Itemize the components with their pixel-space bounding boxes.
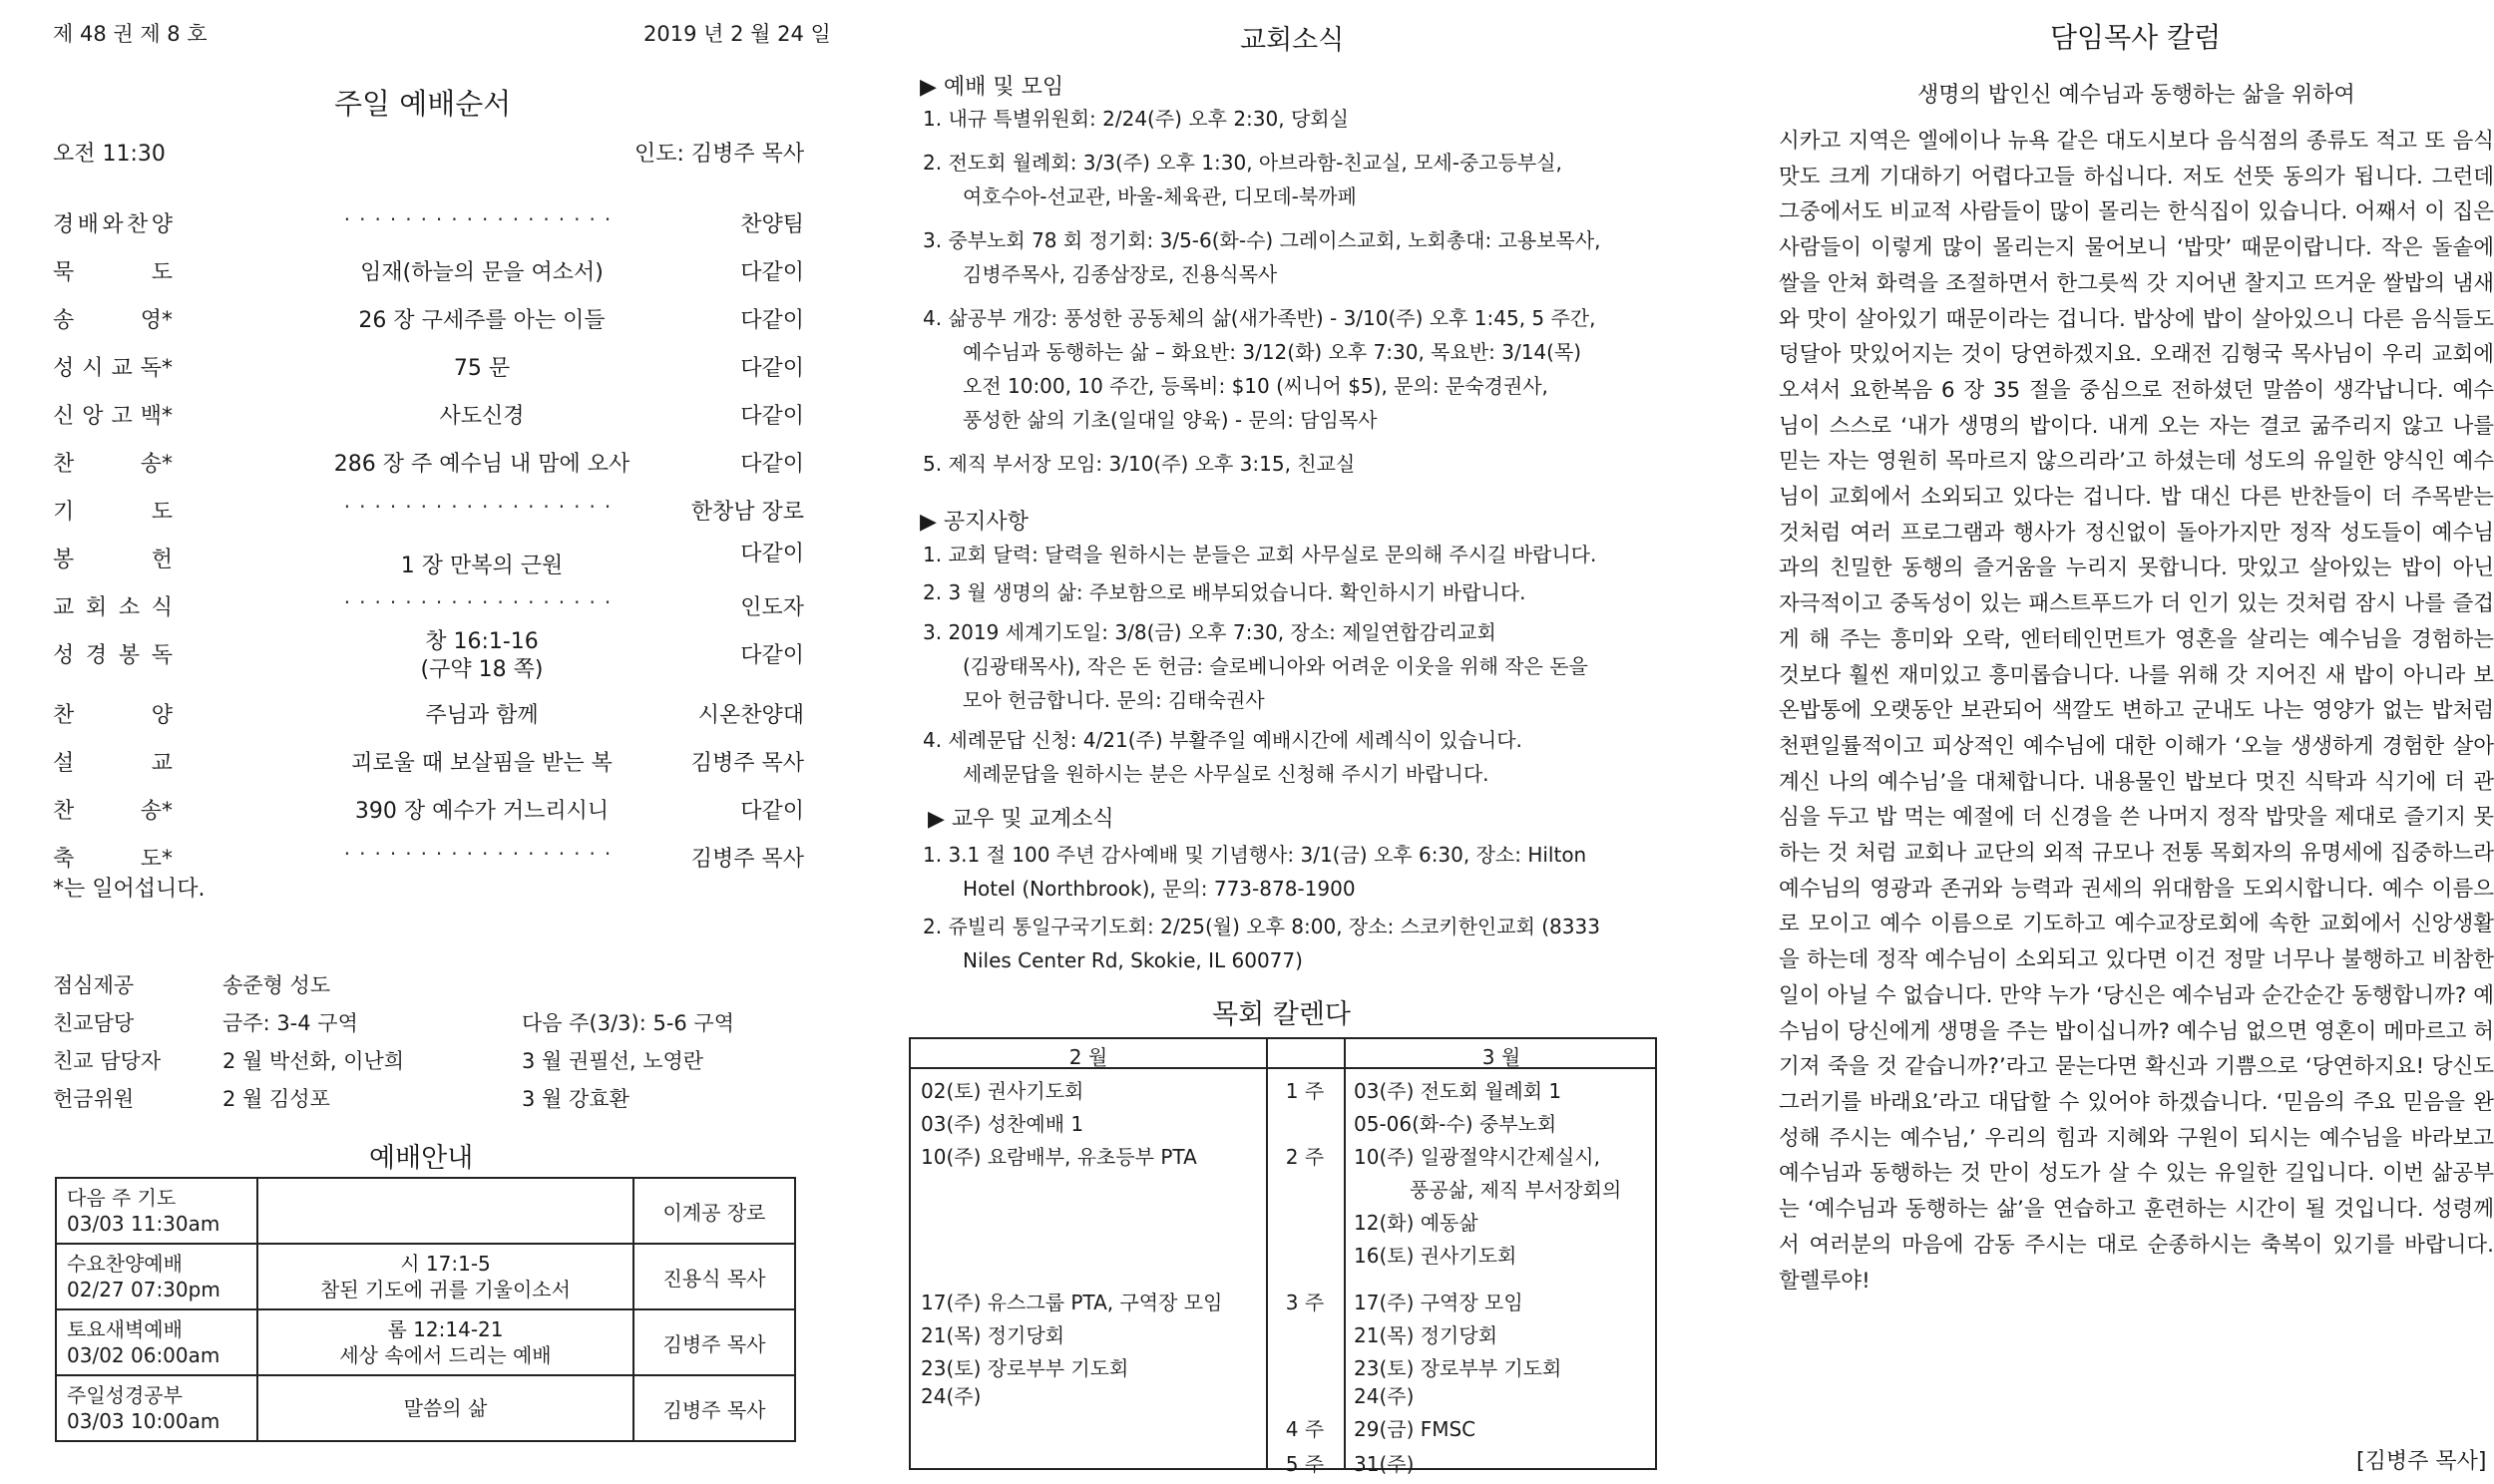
- calendar-feb-entry: 17(주) 유스그룹 PTA, 구역장 모임: [921, 1291, 1223, 1314]
- service-guide-row: [56, 1244, 795, 1309]
- news-line: Niles Center Rd, Skokie, IL 60077): [963, 948, 1303, 972]
- worship-item-label: 경 배 와 찬 양: [53, 212, 173, 237]
- calendar-week: 1 주: [1285, 1079, 1325, 1103]
- calendar-feb-entry: 23(토) 장로부부 기도회: [921, 1356, 1129, 1380]
- worship-order-title: 주일 예배순서: [334, 87, 512, 121]
- worship-time: 오전 11:30: [53, 142, 166, 167]
- worship-item-label: 성 시 교 독*: [53, 356, 173, 381]
- worship-item-label: 기 도: [53, 500, 173, 525]
- calendar-mar-entry: 16(토) 권사기도회: [1354, 1244, 1517, 1268]
- duty-label: 친교 담당자: [53, 1049, 162, 1073]
- worship-item-person: 다같이: [740, 542, 804, 566]
- leader-dots: ··················: [343, 842, 621, 866]
- calendar-feb-entry: 21(목) 정기당회: [921, 1323, 1065, 1347]
- news-line: 1. 교회 달력: 달력을 원하시는 분들은 교회 사무실로 문의해 주시길 바랍니다.: [923, 543, 1597, 566]
- service-guide-row: [56, 1178, 795, 1244]
- worship-item-content: 창 16:1-16 (구약 18 쪽): [420, 629, 544, 682]
- worship-item-label: 찬 송*: [53, 452, 173, 477]
- news-item: [923, 102, 1661, 136]
- calendar-mar-entry: 29(금) FMSC: [1354, 1417, 1476, 1441]
- column-title: 담임목사 칼럼: [2050, 21, 2222, 54]
- worship-item-person: 한창남 장로: [690, 500, 804, 525]
- worship-item-content: 390 장 예수가 거느리시니: [354, 799, 610, 824]
- worship-order-row: [53, 746, 804, 778]
- news-line: Hotel (Northbrook), 문의: 773-878-1900: [963, 877, 1356, 901]
- worship-item-person: 김병주 목사: [690, 847, 804, 872]
- worship-item-person: 김병주 목사: [690, 751, 804, 776]
- duty-value: 2 월 김성포: [222, 1087, 330, 1111]
- duty-value: 3 월 강효환: [522, 1087, 629, 1111]
- leader-dots: ··················: [343, 590, 621, 614]
- worship-item-person: 인도자: [740, 595, 804, 620]
- service-guide-title: 예배안내: [369, 1143, 474, 1174]
- news-line: 세례문답을 원하시는 분은 사무실로 신청해 주시기 바랍니다.: [963, 762, 1489, 786]
- duty-label: 친교담당: [53, 1011, 135, 1035]
- news-item: [923, 723, 1661, 791]
- worship-item-person: 다같이: [740, 799, 804, 824]
- worship-item-label: 송 영*: [53, 308, 173, 333]
- calendar-mar-entry: 17(주) 구역장 모임: [1354, 1291, 1523, 1314]
- service-guide-row: [56, 1375, 795, 1441]
- news-line: 2. 전도회 월례회: 3/3(주) 오후 1:30, 아브라함-친교실, 모세-중고등부실,: [923, 151, 1562, 175]
- service-text: 롬 12:14-21 세상 속에서 드리는 예배: [257, 1309, 633, 1375]
- calendar-title: 목회 칼렌다: [1212, 999, 1351, 1030]
- service-guide-row: [56, 1309, 795, 1375]
- worship-item-person: 다같이: [740, 643, 804, 668]
- worship-order-row: [53, 207, 804, 239]
- calendar-mar-entry: 12(화) 예동삶: [1354, 1211, 1478, 1235]
- news-item: [923, 615, 1661, 717]
- duty-value: 다음 주(3/3): 5-6 구역: [522, 1011, 735, 1035]
- standing-note: *는 일어섭니다.: [53, 877, 206, 902]
- news-line: 풍성한 삶의 기초(일대일 양육) - 문의: 담임목사: [963, 408, 1378, 432]
- news-line: 3. 2019 세계기도일: 3/8(금) 오후 7:30, 장소: 제일연합감리교회: [923, 620, 1496, 644]
- news-line: 1. 내규 특별위원회: 2/24(주) 오후 2:30, 당회실: [923, 107, 1349, 131]
- worship-order-row: [53, 303, 804, 335]
- calendar-mar-entry: 21(목) 정기당회: [1354, 1323, 1498, 1347]
- worship-order-row: [53, 495, 804, 527]
- service-name: 토요새벽예배 03/02 06:00am: [56, 1309, 257, 1375]
- worship-item-content: 주님과 함께: [425, 703, 539, 728]
- calendar-mar-entry: 31(주): [1354, 1452, 1415, 1476]
- news-item: [923, 575, 1661, 609]
- section-heading-notices: ▶ 공지사항: [920, 510, 1029, 535]
- leader-dots: ··················: [343, 495, 621, 519]
- calendar-body: [909, 1069, 1657, 1476]
- leader-dots: ··················: [343, 207, 621, 231]
- worship-item-content: 괴로울 때 보살핌을 받는 복: [351, 751, 613, 776]
- worship-item-label: 묵 도: [53, 260, 173, 285]
- news-item: [923, 447, 1661, 481]
- service-text: 시 17:1-5 참된 기도에 귀를 기울이소서: [257, 1244, 633, 1309]
- duty-label: 헌금위원: [53, 1087, 135, 1111]
- calendar-week: 3 주: [1285, 1291, 1325, 1314]
- worship-order-row: [53, 698, 804, 730]
- duty-value: 금주: 3-4 구역: [222, 1011, 358, 1035]
- worship-item-label: 교 회 소 식: [53, 595, 173, 620]
- duty-value: 2 월 박선화, 이난희: [222, 1049, 405, 1073]
- service-text: 말씀의 삶: [257, 1375, 633, 1441]
- calendar-mar-entry: 23(토) 장로부부 기도회: [1354, 1356, 1562, 1380]
- service-person: 이계공 장로: [633, 1178, 795, 1244]
- duty-label: 점심제공: [53, 973, 135, 997]
- news-item: [923, 146, 1661, 213]
- news-line: 1. 3.1 절 100 주년 감사예배 및 기념행사: 3/1(금) 오후 6:30, 장소: Hilton: [923, 843, 1587, 867]
- worship-order-row: [53, 590, 804, 622]
- worship-item-person: 다같이: [740, 356, 804, 381]
- worship-item-content: 1 장 만복의 근원: [400, 554, 564, 578]
- column-paragraph: 시카고 지역은 엘에이나 뉴욕 같은 대도시보다 음식점의 종류도 적고 또 음식 맛도 크게 기대하기 어렵다고들 하십니다. 저도 선뜻 동의가 됩니다. 그런데 그중에서도 비교적 사람들이 많이 몰리는 한식집이 있습니다. 어째서 이 집은 사람들이 이렇게 많이 몰리는지 물어보니 ‘밥맛’ 때문이랍니다. 작은 돌솥에 쌀을 안쳐 화력을 조절하면서 한그릇씩 갓 지어낸 찰지고 뜨거운 쌀밥의 냄새와 맛이 살아있기 때문이라는 겁니다. 밥상에 밥이 살아있으니 다른 음식들도 덩달아 맛있어지는 것이 당연하겠지요. 오래전 김형국 목사님이 우리 교회에 오셔서 요한복음 6 장 35 절을 중심으로 전하셨던 말씀이 생각납니다. 예수님이 스스로 ‘내가 생명의 밥이다. 내게 오는 자는 결코 굶주리지 않고 나를 믿는 자는 영원히 목마르지 않으리라’고 하셨는데 성도의 유일한 양식인 예수님이 교회에서 소외되고 있다는 겁니다. 밥 대신 다른 반찬들이 더 주목받는 것처럼 여러 프로그램과 행사가 정신없이 돌아가지만 정작 성도들이 예수님과의 친밀한 동행의 즐거움을 누리지 못합니다. 맛있고 살아있는 밥이 아닌 자극적이고 중독성이 있는 패스트푸드가 더 인기 있는 것처럼 잠시 나를 즐겁게 해 주는 흥미와 오락, 엔터테인먼트가 영혼을 살리는 예수님을 경험하는 것보다 훨씬 재미있고 흥미롭습니다. 나를 위해 갓 지어진 새 밥이 아니라 보온밥통에 오랫동안 보관되어 색깔도 변하고 군내도 나는 영양가 없는 밥처럼 천편일률적이고 피상적인 예수님에 대한 이해가 ‘오늘 생생하게 경험한 살아계신 나의 예수님’을 대체합니다. 내용물인 밥보다 멋진 식탁과 식기에 더 관심을 두고 밥 먹는 예절에 더 신경을 쓴 나머지 정작 밥맛을 제대로 즐기지 못하는 것 처럼 교회나 교단의 외적 규모나 전통 목회자의 유명세에 집중하느라 예수님의 영광과 존귀와 능력과 권세의 위대함을 도외시합니다. 예수 이름으로 모이고 예수 이름으로 기도하고 예수교장로회에 속한 교회에서 신앙생활을 하는데 정작 예수님이 소외되고 있다면 이건 정말 너무나 불행하고 비참한 일이 아닐 수 없습니다. 만약 누가 ‘당신은 예수님과 순간순간 동행합니까? 예수님이 당신에게 생명을 주는 밥이십니까? 예수님 없으면 영혼이 메마르고 허기져 죽을 것 같습니까?’라고 묻는다면 확신과 기쁨으로 ‘당연하지요! 당신도 그러기를 바래요’라고 대답할 수 있어야 하겠습니다. ‘믿음의 주요 믿음을 완성해 주시는 예수님,’ 우리의 힘과 지혜와 구원이 되시는 예수님을 바라보고 예수님과 동행하는 것 만이 성도가 살 수 있는 유일한 길입니다. 이번 삶공부는 ‘예수님과 동행하는 삶’을 연습하고 훈련하는 시간이 될 것입니다. 성령께서 여러분의 마음에 감동 주시는 대로 순종하시는 축복이 있기를 바랍니다. 할렐루야!: [1779, 129, 2494, 1294]
- calendar-week: 2 주: [1285, 1145, 1325, 1169]
- worship-item-content: 286 장 주 예수님 내 맘에 오사: [333, 452, 630, 477]
- news-line: 여호수아-선교관, 바울-체육관, 디모데-북까페: [963, 185, 1357, 208]
- worship-item-label: 찬 송*: [53, 799, 173, 824]
- service-person: 김병주 목사: [633, 1309, 795, 1375]
- section-heading-meetings: ▶ 예배 및 모임: [920, 75, 1064, 100]
- service-name: 다음 주 기도 03/03 11:30am: [56, 1178, 257, 1244]
- worship-item-label: 찬 양: [53, 703, 173, 728]
- worship-item-person: 시온찬양대: [697, 703, 804, 728]
- calendar-feb-entry: 10(주) 요람배부, 유초등부 PTA: [921, 1145, 1197, 1169]
- issue-date: 2019 년 2 월 24 일: [643, 22, 831, 46]
- section-heading-community: ▶ 교우 및 교계소식: [928, 807, 1114, 832]
- worship-item-label: 축 도*: [53, 847, 173, 872]
- news-line: (김광태목사), 작은 돈 헌금: 슬로베니아와 어려운 이웃을 위해 작은 돈을: [963, 654, 1588, 678]
- news-line: 오전 10:00, 10 주간, 등록비: $10 (씨니어 $5), 문의: 문숙경권사,: [963, 374, 1548, 398]
- worship-order-row: [53, 794, 804, 826]
- worship-item-label: 설 교: [53, 751, 173, 776]
- news-item: [923, 223, 1661, 291]
- worship-item-label: 성 경 봉 독: [53, 643, 173, 668]
- news-line: 2. 3 월 생명의 삶: 주보함으로 배부되었습니다. 확인하시기 바랍니다.: [923, 580, 1526, 604]
- service-person: 김병주 목사: [633, 1375, 795, 1441]
- worship-item-content: 사도신경: [439, 404, 525, 429]
- news-item: [923, 301, 1661, 437]
- calendar-header: [909, 1037, 1657, 1069]
- worship-order-row: [53, 399, 804, 431]
- worship-item-person: 다같이: [740, 260, 804, 285]
- news-item: [923, 538, 1661, 571]
- worship-item-label: 봉 헌: [53, 548, 173, 572]
- news-item: [923, 910, 1661, 977]
- worship-order-row: [53, 842, 804, 874]
- news-line: 4. 삶공부 개강: 풍성한 공동체의 삶(새가족반) - 3/10(주) 오후 1:45, 5 주간,: [923, 306, 1596, 330]
- calendar-mar-entry: 풍공삶, 제직 부서장회의: [1410, 1178, 1622, 1202]
- volume-label: 제 48 권 제 8 호: [53, 22, 208, 46]
- worship-item-person: 다같이: [740, 308, 804, 333]
- news-line: 예수님과 동행하는 삶 – 화요반: 3/12(화) 오후 7:30, 목요반: 3/14(목): [963, 340, 1582, 364]
- news-line: 3. 중부노회 78 회 정기회: 3/5-6(화-수) 그레이스교회, 노회총대: 고용보목사,: [923, 228, 1601, 252]
- notices-list: [923, 538, 1661, 791]
- worship-order-row: [53, 255, 804, 287]
- worship-leader: 인도: 김병주 목사: [634, 142, 805, 167]
- community-list: [923, 838, 1661, 977]
- service-name: 수요찬양예배 02/27 07:30pm: [56, 1244, 257, 1309]
- calendar-mar-entry: 03(주) 전도회 월례회 1: [1354, 1079, 1562, 1103]
- worship-order-row: [53, 542, 804, 578]
- service-name: 주일성경공부 03/03 10:00am: [56, 1375, 257, 1441]
- news-line: 5. 제직 부서장 모임: 3/10(주) 오후 3:15, 친교실: [923, 452, 1356, 476]
- column-subtitle: 생명의 밥인신 예수님과 동행하는 삶을 위하여: [1917, 83, 2355, 108]
- duty-value: 3 월 권필선, 노영란: [522, 1049, 704, 1073]
- worship-item-label: 신 앙 고 백*: [53, 404, 173, 429]
- worship-item-person: 찬양팀: [740, 212, 804, 237]
- worship-item-person: 다같이: [740, 452, 804, 477]
- calendar-feb-entry: 24(주): [921, 1384, 982, 1408]
- worship-item-content: 26 장 구세주를 아는 이들: [358, 308, 606, 333]
- worship-item-person: 다같이: [740, 404, 804, 429]
- calendar-mar-entry: 05-06(화-수) 중부노회: [1354, 1112, 1557, 1136]
- duty-value: 송준형 성도: [222, 973, 331, 997]
- news-line: 2. 쥬빌리 통일구국기도회: 2/25(월) 오후 8:00, 장소: 스코키한인교회 (8333: [923, 915, 1600, 938]
- column-body: [1779, 124, 2494, 1298]
- worship-order-row: [53, 447, 804, 479]
- news-line: 4. 세례문답 신청: 4/21(주) 부활주일 예배시간에 세례식이 있습니다.: [923, 728, 1522, 752]
- service-person: 진용식 목사: [633, 1244, 795, 1309]
- calendar-week: 4 주: [1285, 1417, 1325, 1441]
- calendar-mar-entry: 24(주): [1354, 1384, 1415, 1408]
- worship-item-content: 75 문: [453, 356, 511, 381]
- column-signature: [김병주 목사]: [2356, 1449, 2487, 1474]
- worship-item-content: 임재(하늘의 문을 여소서): [360, 260, 604, 285]
- news-line: 모아 헌금합니다. 문의: 김태숙권사: [963, 688, 1265, 712]
- worship-order-row: [53, 351, 804, 383]
- service-text: [257, 1178, 633, 1244]
- news-item: [923, 838, 1661, 906]
- news-line: 김병주목사, 김종삼장로, 진용식목사: [963, 262, 1278, 286]
- calendar-mar-header: 3 월: [1481, 1045, 1521, 1069]
- meetings-list: [923, 102, 1661, 481]
- calendar-mar-entry: 10(주) 일광절약시간제실시,: [1354, 1145, 1600, 1169]
- calendar-feb-header: 2 월: [1068, 1045, 1108, 1069]
- worship-order-row: [53, 629, 804, 682]
- service-guide-table: [55, 1177, 796, 1442]
- calendar-feb-entry: 02(토) 권사기도회: [921, 1079, 1084, 1103]
- calendar-week: 5 주: [1285, 1452, 1325, 1476]
- church-news-title: 교회소식: [1240, 25, 1345, 56]
- calendar-feb-entry: 03(주) 성찬예배 1: [921, 1112, 1084, 1136]
